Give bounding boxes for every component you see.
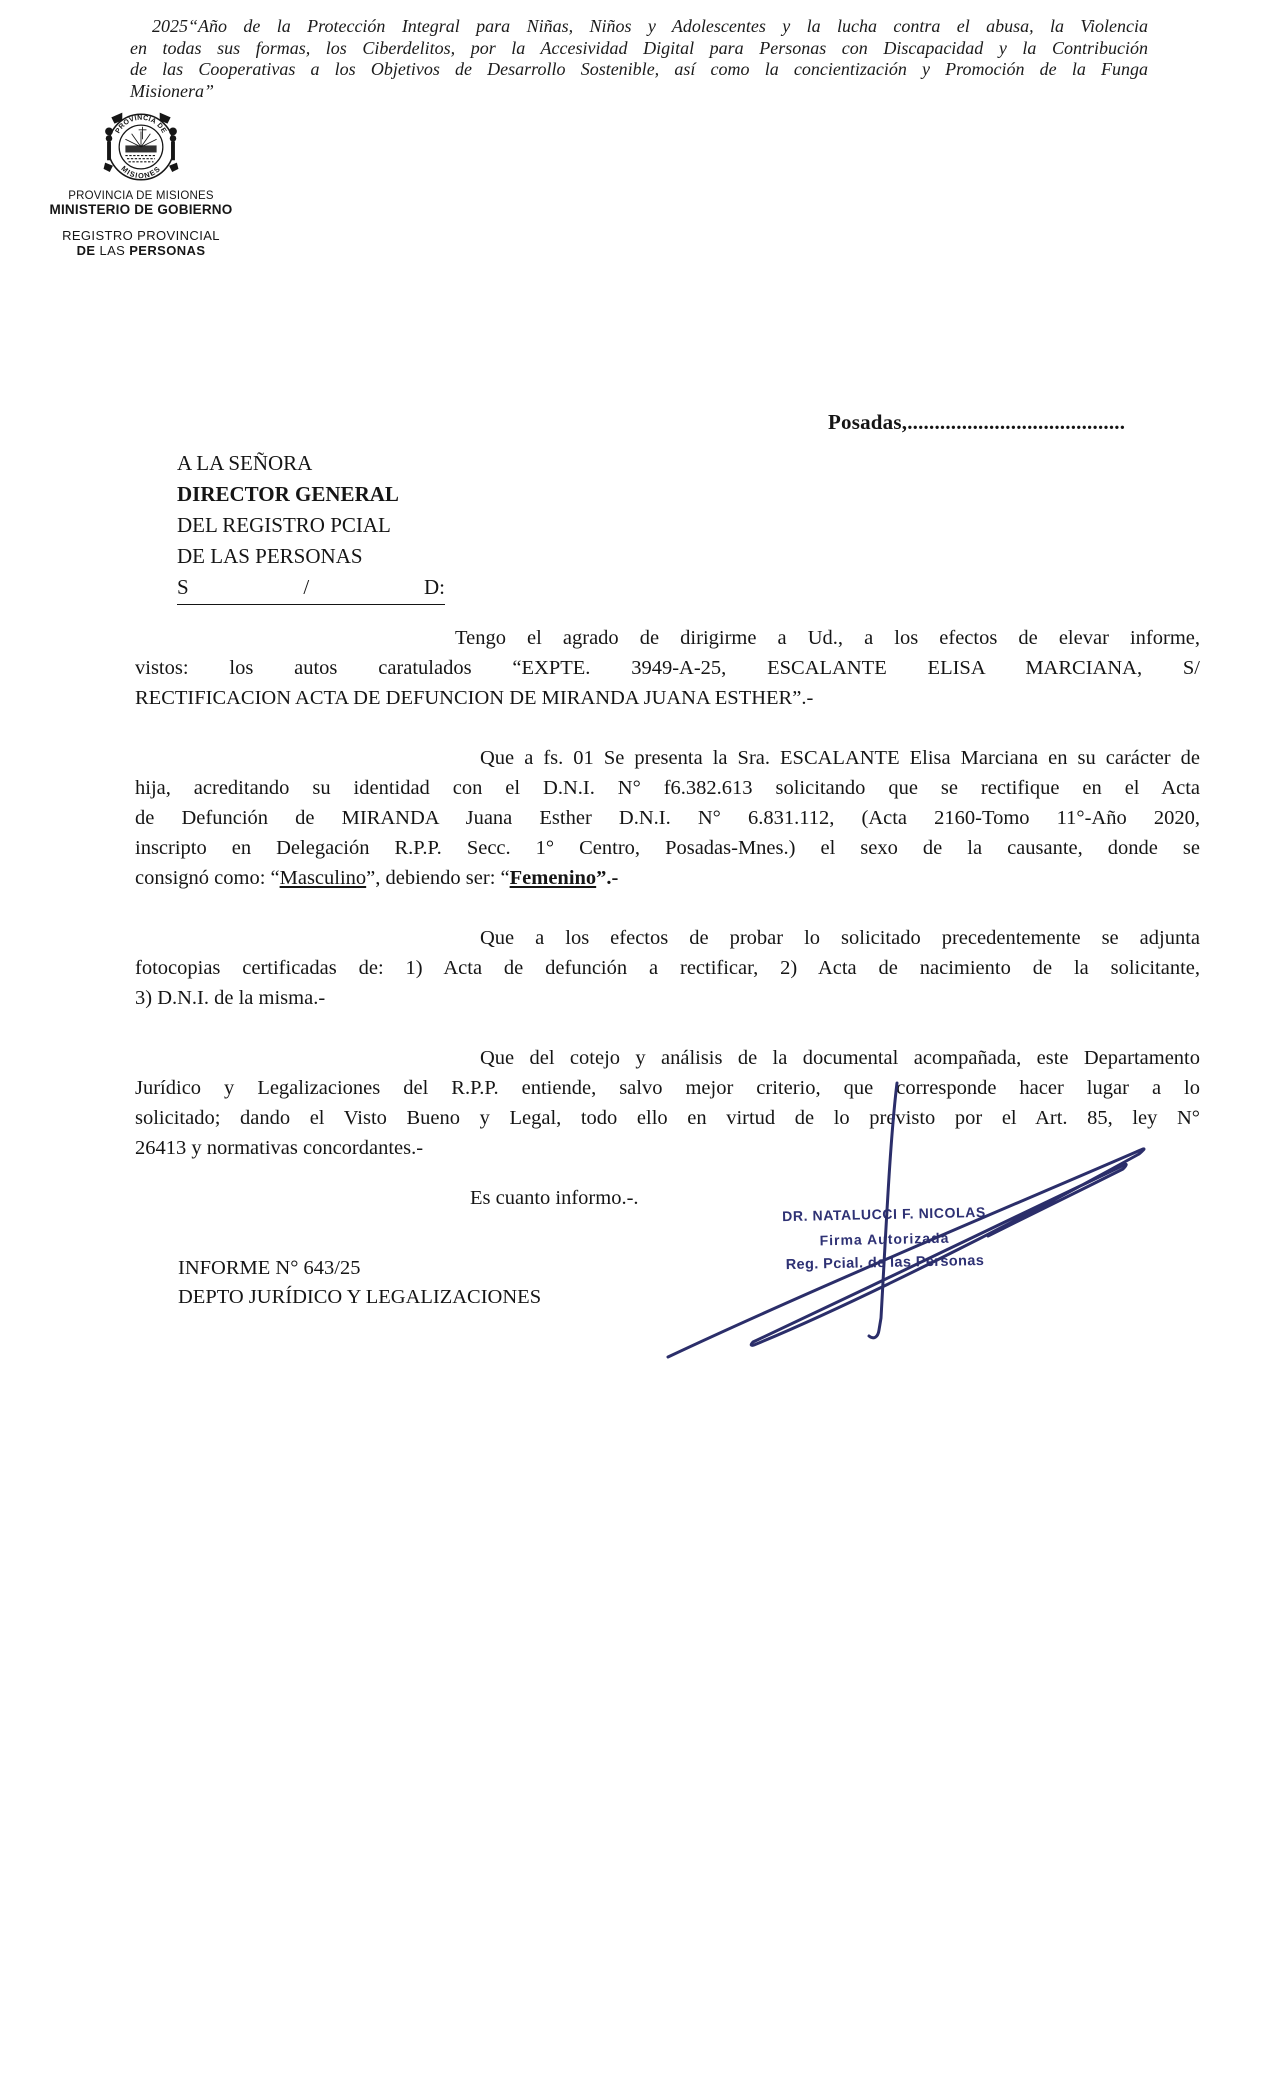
letterhead-personas: DE LAS PERSONAS (76, 243, 206, 258)
closing-line: Es cuanto informo.-. (470, 1187, 639, 1209)
addressee-block (177, 448, 445, 605)
authorization-stamp (761, 1199, 1007, 1278)
letter-body (135, 623, 1200, 1213)
addressee-line: A LA SEÑORA (177, 451, 313, 475)
report-footer (178, 1254, 541, 1312)
year-quote-line: en todas sus formas, los Ciberdelitos, por la Accesividad Digital para Personas con Discapacidad y la Contribución (130, 37, 1148, 58)
svg-text:PROVINCIA DE: PROVINCIA DE (114, 114, 168, 135)
year-quote (130, 16, 1148, 102)
paragraph-2: Que a fs. 01 Se presenta la Sra. ESCALANTE Elisa Marciana en su carácter de hija, acreditando su identidad con el D.N.I. N° f6.382.613 solicitando que se rectifique en el Acta de Defunción de MIRANDA Juana Esther D.N.I. N° 6.831.112, (Acta 2160-Tomo 11°-Año 2020, inscripto en Delegación R.P.P. Secc. 1° Centro, Posadas-Mnes.) el sexo de la causante, donde se consignó como: “Masculino”, debiendo ser: “Femenino”.- (135, 743, 1200, 893)
svg-text:MISIONES: MISIONES (119, 163, 163, 181)
paragraph-1: Tengo el agrado de dirigirme a Ud., a los efectos de elevar informe, vistos: los autos caratulados “EXPTE. 3949-A-25, ESCALANTE ELISA MARCIANA, S/ RECTIFICACION ACTA DE DEFUNCION DE MIRANDA JUANA ESTHER”.- (135, 627, 1200, 709)
provincial-seal-icon (102, 108, 180, 186)
addressee-line: DEL REGISTRO PCIAL (177, 513, 391, 537)
report-number: INFORME N° 643/25 (178, 1257, 361, 1279)
letterhead-registry: REGISTRO PROVINCIAL (62, 228, 220, 243)
year-quote-line: 2025“Año de la Protección Integral para Niñas, Niños y Adolescentes y la lucha contra el abusa, la Violencia (152, 16, 1148, 36)
addressee-line: DIRECTOR GENERAL (177, 482, 399, 506)
year-quote-line: Misionera” (130, 80, 215, 101)
addressee-line: DE LAS PERSONAS (177, 544, 363, 568)
year-quote-line: de las Cooperativas a los Objetivos de Desarrollo Sostenible, así como la concientización y Promoción de la Funga (130, 59, 1148, 79)
dateline-posadas: Posadas,........................................ (828, 410, 1126, 434)
paragraph-4: Que del cotejo y análisis de la documental acompañada, este Departamento Jurídico y Legalizaciones del R.P.P. entiende, salvo mejor criterio, que corresponde hacer lugar a lo solicitado; dando el Visto Bueno y Legal, todo ello en virtud de lo previsto por el Art. 85, ley N° 26413 y normativas concordantes.- (135, 1047, 1200, 1159)
stamp-role: Firma Autorizada (819, 1229, 950, 1248)
paragraph-3: Que a los efectos de probar lo solicitado precedentemente se adjunta fotocopias certificadas de: 1) Acta de defunción a rectificar, 2) Acta de nacimiento de la solicitante, 3) D.N.I. de la misma.- (135, 927, 1200, 1009)
report-department: DEPTO JURÍDICO Y LEGALIZACIONES (178, 1286, 542, 1308)
letterhead-province: PROVINCIA DE MISIONES (68, 190, 214, 202)
stamp-name: DR. NATALUCCI F. NICOLAS (782, 1203, 986, 1225)
sex-rectification-line: consignó como: “Masculino”, debiendo ser: “Femenino”.- (135, 867, 619, 889)
letterhead (38, 108, 244, 258)
s-slash-d-line: S / D: (177, 572, 445, 605)
stamp-office: Reg. Pcial. de las Personas (785, 1252, 985, 1274)
letterhead-ministry: MINISTERIO DE GOBIERNO (49, 202, 233, 217)
